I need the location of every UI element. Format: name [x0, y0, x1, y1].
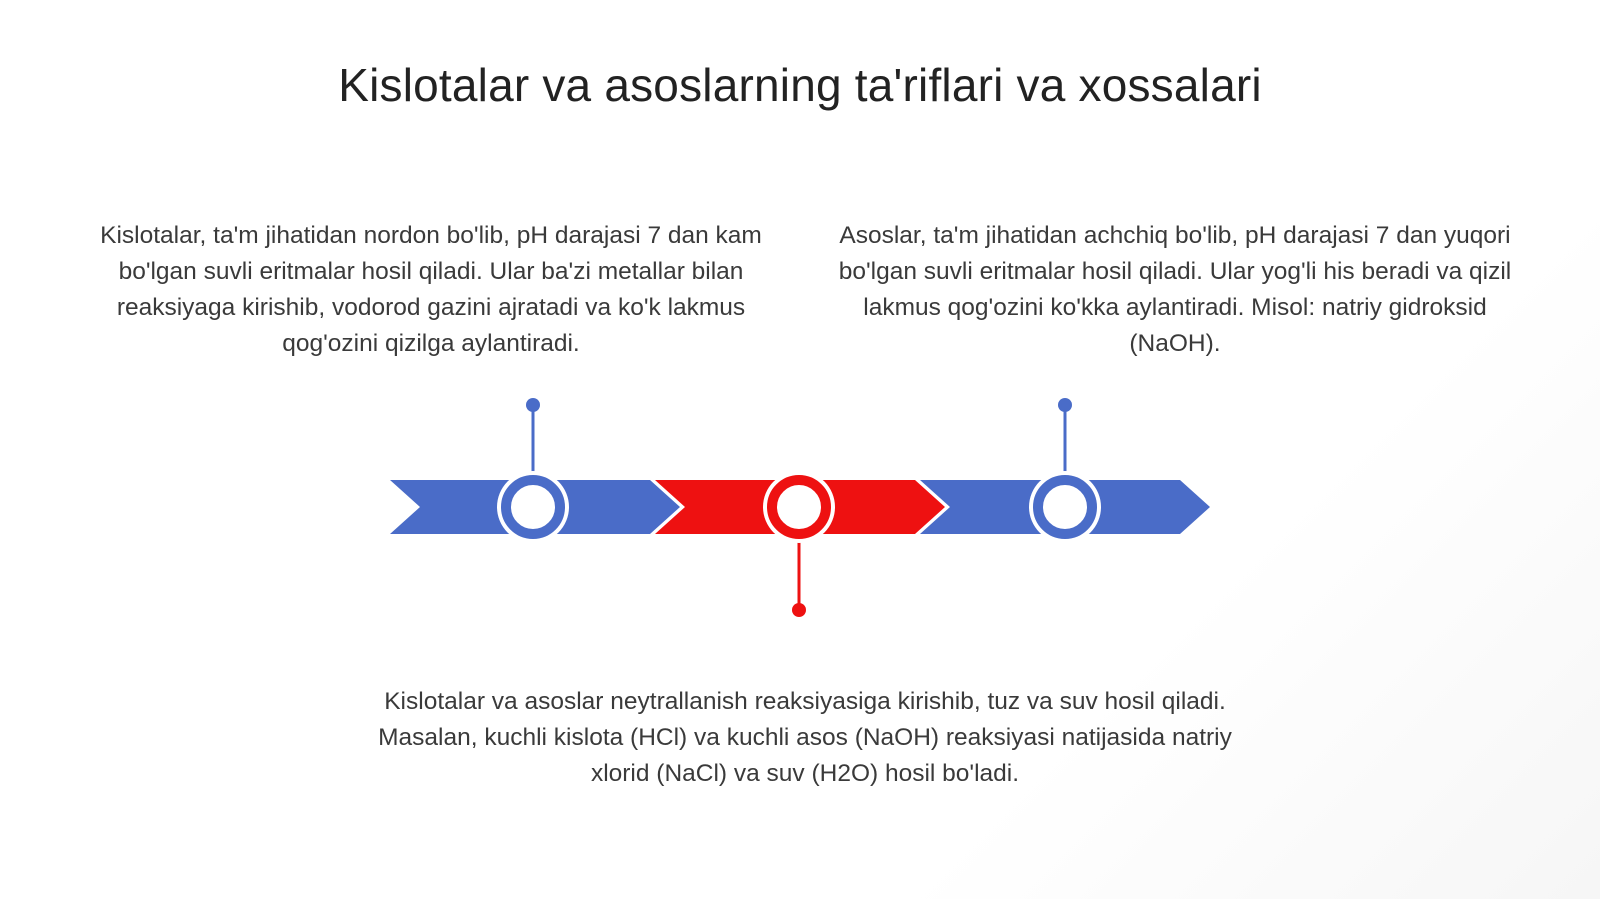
slide-title: Kislotalar va asoslarning ta'riflari va xossalari	[338, 59, 1262, 111]
bases-connector-dot	[1058, 398, 1072, 412]
bases-milestone-ring-inner	[1038, 480, 1092, 534]
acids-milestone-ring-inner	[506, 480, 560, 534]
acids-connector-dot	[526, 398, 540, 412]
acids-description: Kislotalar, ta'm jihatidan nordon bo'lib, pH darajasi 7 dan kam bo'lgan suvli eritmalar hosil qiladi. Ular ba'zi metallar bilan reaksiyaga kirishib, vodorod gazini ajratadi va ko'k lakmus qog'ozini qizilga aylantiradi.	[100, 222, 762, 357]
neutralization-milestone-ring-inner	[772, 480, 826, 534]
neutralization-description: Kislotalar va asoslar neytrallanish reaksiyasiga kirishib, tuz va suv hosil qiladi. Masalan, kuchli kislota (HCl) va kuchli asos (NaOH) reaksiyasi natijasida natriy xlorid (NaCl) va suv (H2O) hosil bo'ladi.	[378, 688, 1232, 787]
bases-description: Asoslar, ta'm jihatidan achchiq bo'lib, pH darajasi 7 dan yuqori bo'lgan suvli eritmalar hosil qiladi. Ular yog'li his beradi va qizil lakmus qog'ozini ko'kka aylantiradi. Misol: natriy gidroksid (NaOH).	[838, 222, 1512, 357]
neutralization-connector-dot	[792, 603, 806, 617]
